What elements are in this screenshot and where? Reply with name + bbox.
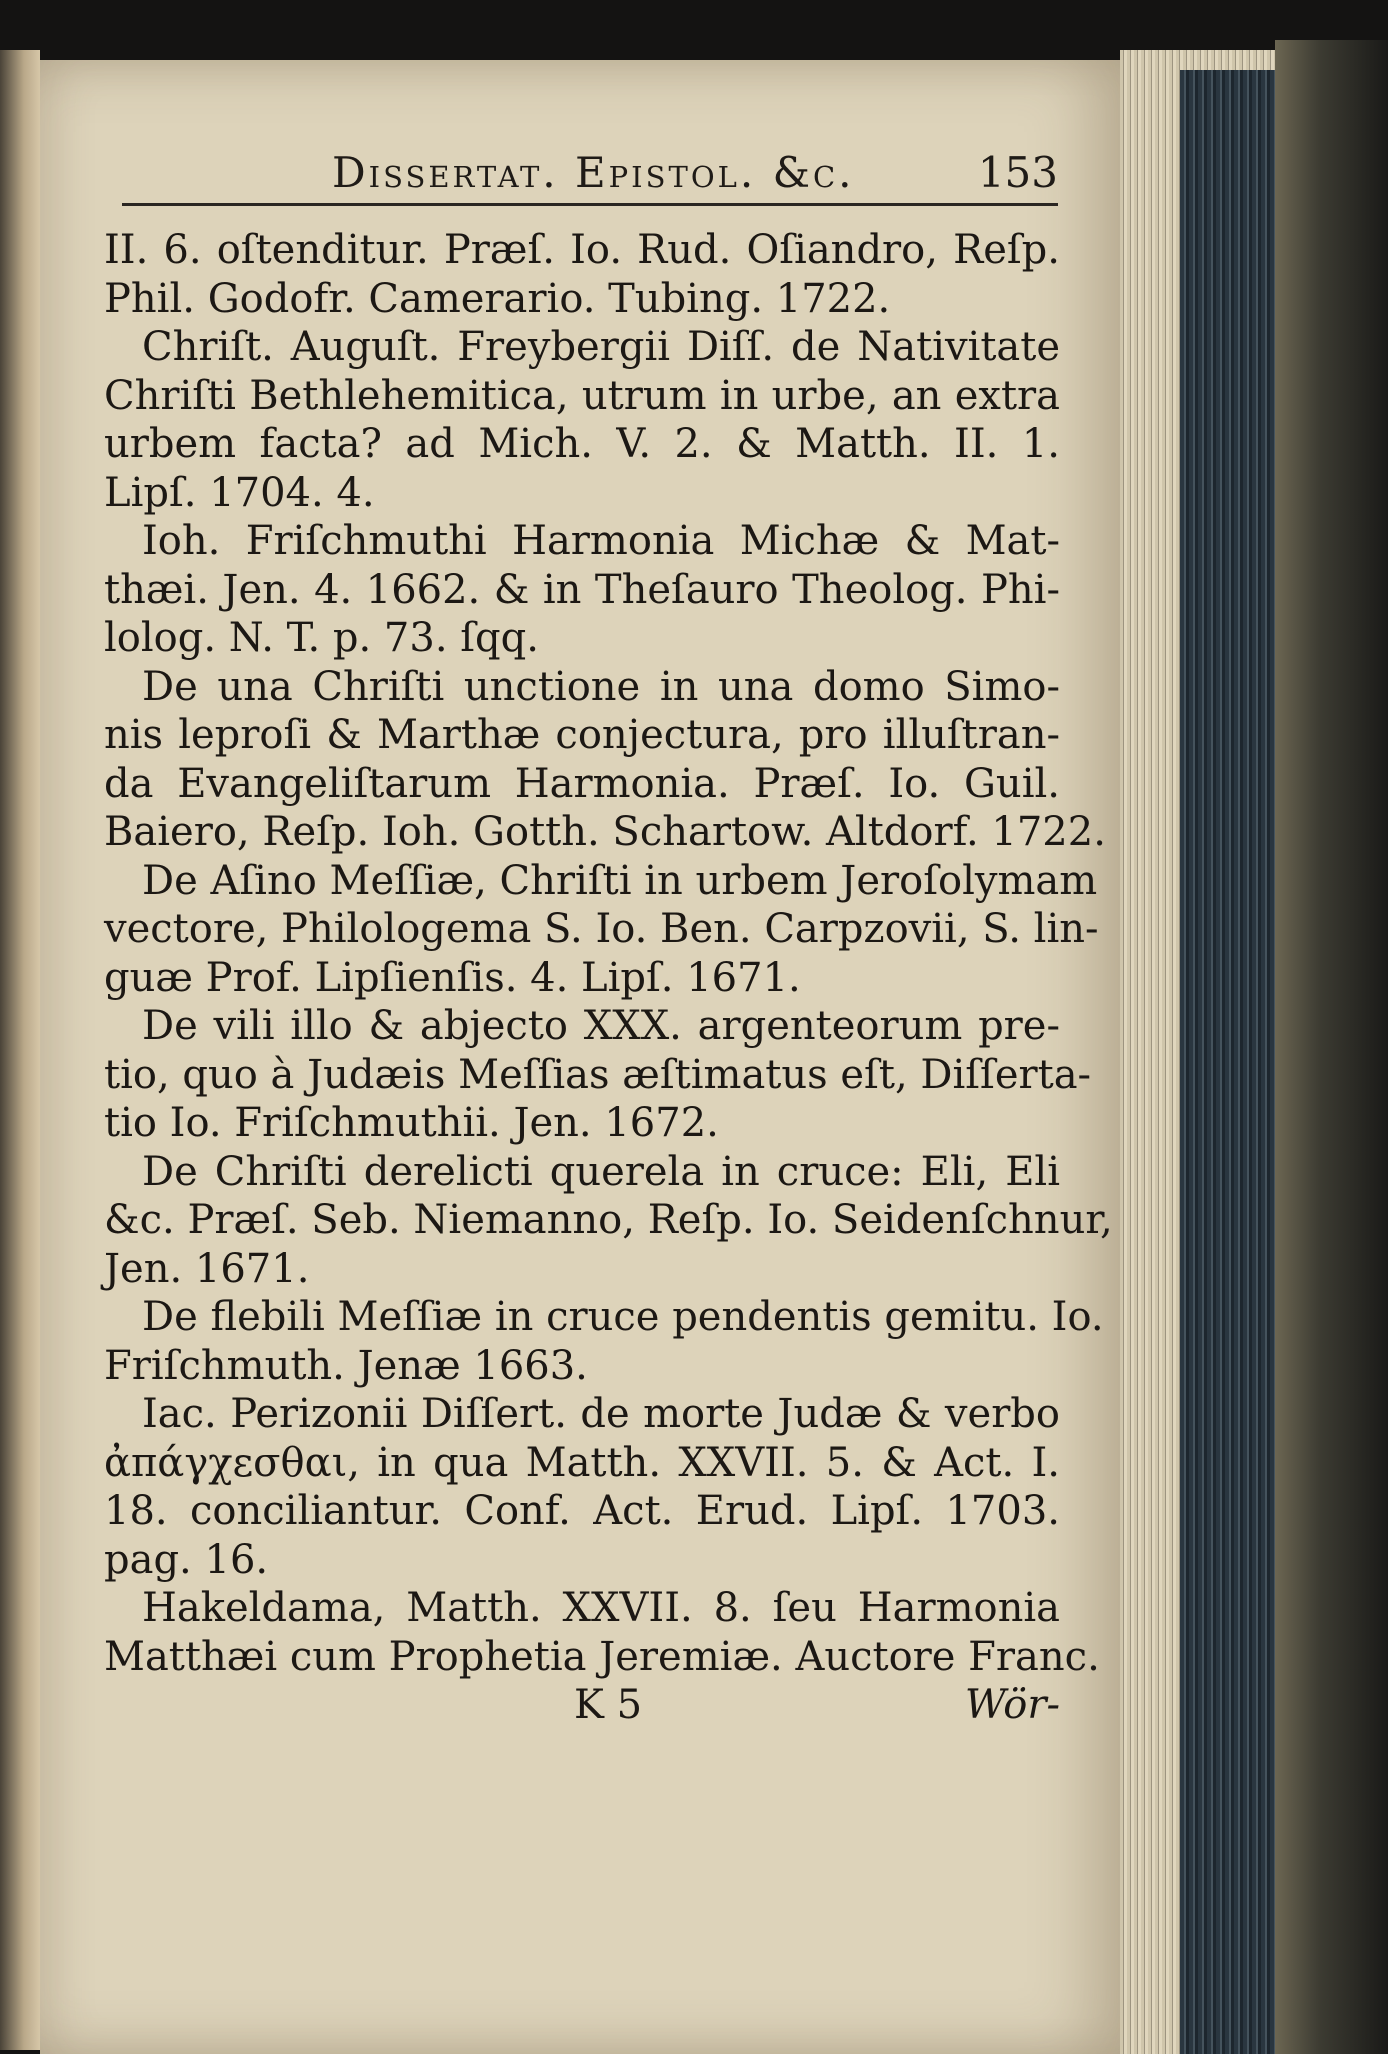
text-line: Lipſ. 1704. 4. — [104, 469, 375, 516]
text-line: tio Io. Friſchmuthii. Jen. 1672. — [104, 1100, 719, 1146]
text-line: Ioh. Friſchmuthi Harmonia Michæ & Mat- — [142, 518, 1060, 564]
text-line: De Chriſti derelicti querela in cruce: Eli, Eli — [142, 1148, 1060, 1195]
facing-page-edge — [0, 50, 40, 2050]
text-line: &c. Præſ. Seb. Niemanno, Reſp. Io. Seidenſchnur, — [104, 1197, 1113, 1243]
text-line: De vili illo & abjecto XXX. argenteorum pre- — [142, 1003, 1060, 1049]
text-line: pag. 16. — [104, 1536, 269, 1583]
header-rule — [122, 203, 1058, 206]
text-line: Friſchmuth. Jenæ 1663. — [104, 1342, 588, 1389]
signature-mark: K 5 — [574, 1682, 643, 1728]
text-line: De flebili Meſſiæ in cruce pendentis gemitu. Io. — [142, 1294, 1104, 1340]
text-line: guæ Prof. Lipſienſis. 4. Lipſ. 1671. — [104, 954, 801, 1001]
text-line: Matthæi cum Prophetia Jeremiæ. Auctore Franc. — [104, 1633, 1100, 1680]
text-line: Phil. Godofr. Camerario. Tubing. 1722. — [104, 275, 891, 322]
text-line: lolog. N. T. p. 73. ſqq. — [104, 615, 539, 661]
text-line: Iac. Perizonii Diſſert. de morte Judæ & verbo — [142, 1391, 1060, 1437]
running-head — [124, 148, 1058, 198]
page-number: 153 — [977, 148, 1058, 197]
catchword: Wör- — [964, 1682, 1060, 1728]
page-fore-edge — [1180, 70, 1275, 2054]
text-line: Chriſti Bethlehemitica, utrum in urbe, an extra — [104, 372, 1060, 419]
text-line: De Aſino Meſſiæ, Chriſti in urbem Jeroſolymam — [142, 857, 1098, 904]
text-line: urbem facta? ad Mich. V. 2. & Matth. II. 1. — [104, 421, 1060, 467]
text-line: Chriſt. Auguſt. Freybergii Diſſ. de Nativitate — [142, 324, 1060, 370]
text-line: da Evangeliſtarum Harmonia. Præſ. Io. Guil. — [104, 760, 1060, 807]
text-line: ἀπάγχεσθαι, in qua Matth. XXVII. 5. & Act. I. — [104, 1439, 1060, 1486]
text-line: II. 6. oſtenditur. Præſ. Io. Rud. Oſiandro, Reſp. — [104, 227, 1060, 273]
text-line: De una Chriſti unctione in una domo Simo- — [142, 663, 1060, 710]
text-line: thæi. Jen. 4. 1662. & in Theſauro Theolog. Phi- — [104, 566, 1060, 613]
body-text — [104, 226, 1113, 1730]
text-line: Hakeldama, Matth. XXVII. 8. ſeu Harmonia — [142, 1585, 1060, 1631]
text-line: 18. conciliantur. Conf. Act. Erud. Lipſ. 1703. — [104, 1488, 1060, 1534]
text-line: Jen. 1671. — [104, 1245, 310, 1292]
page-footer — [104, 1681, 1060, 1730]
text-line: nis leproſi & Marthæ conjectura, pro illuſtran- — [104, 712, 1060, 758]
text-line: tio, quo à Judæis Meſſias æſtimatus eſt, Diſſerta- — [104, 1051, 1092, 1098]
text-line: vectore, Philologema S. Io. Ben. Carpzovii, S. lin- — [104, 906, 1099, 952]
text-line: Baiero, Reſp. Ioh. Gotth. Schartow. Altdorf. 1722. — [104, 809, 1106, 855]
running-title: Dissertat. Epistol. &c. — [332, 148, 855, 197]
book-cover — [1275, 40, 1388, 2054]
